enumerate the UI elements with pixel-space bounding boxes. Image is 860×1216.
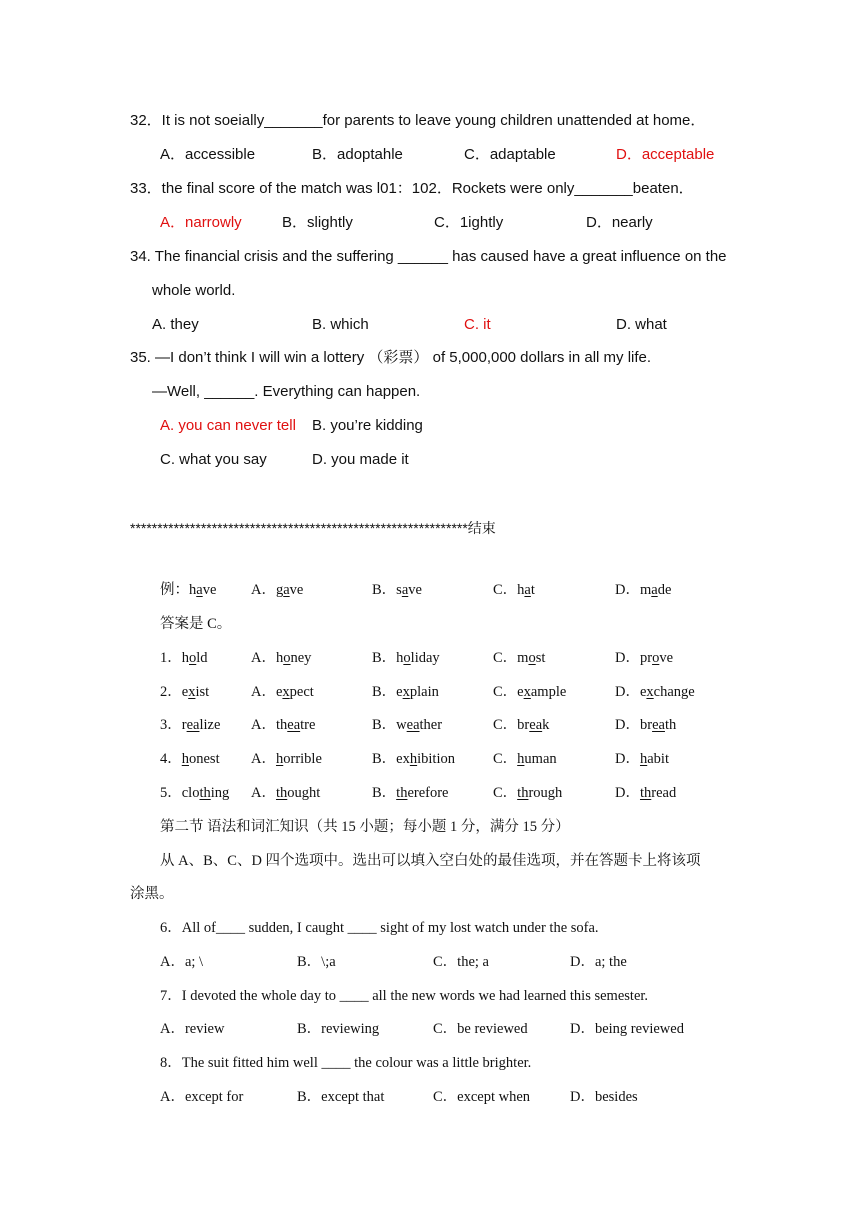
item-2-option-a: A．expect [251,684,314,700]
q35-stem-line2: —Well, ______. Everything can happen. [152,383,421,400]
item-2-option-d: D．exchange [615,684,695,700]
q35-option-b: B. you’re kidding [312,417,423,434]
q7-option-a: A．review [160,1021,225,1037]
item-3-option-d: D．breath [615,717,677,733]
example-option-c: C．hat [493,582,535,598]
item-4-option-c: C．human [493,751,557,767]
q32-option-d: D．acceptable [616,146,715,163]
q35-option-a: A. you can never tell [160,417,296,434]
q7-option-b: B．reviewing [297,1021,380,1037]
section2-instructions-line1: 从 A、B、C、D 四个选项中。选出可以填入空白处的最佳选项，并在答题卡上将该项 [160,853,701,869]
item-4-option-d: D．habit [615,751,669,767]
item-1-word: 1．hold [160,650,208,666]
item-1-option-c: C．most [493,650,546,666]
item-3-option-b: B．weather [372,717,443,733]
q7-option-d: D．being reviewed [570,1021,684,1037]
q7-stem: 7．I devoted the whole day to ____ all the new words we had learned this semester. [160,988,649,1004]
q34-option-b: B. which [312,316,369,333]
item-2-option-c: C．example [493,684,567,700]
q8-option-b: B．except that [297,1089,385,1105]
item-1-option-d: D．prove [615,650,674,666]
item-4-word: 4．honest [160,751,220,767]
item-5-option-d: D．thread [615,785,677,801]
item-3-option-c: C．break [493,717,550,733]
q34-option-a: A. they [152,316,199,333]
example-option-d: D．made [615,582,672,598]
q32-option-a: A．accessible [160,146,256,163]
end-marker: **************************************************************结束 [130,520,496,536]
q33-option-c: C．1ightly [434,214,504,231]
item-2-word: 2．exist [160,684,210,700]
item-3-option-a: A．theatre [251,717,316,733]
section2-heading: 第二节 语法和词汇知识（共 15 小题；每小题 1 分，满分 15 分） [160,819,570,835]
q35-stem-line1: 35. —I don’t think I will win a lottery （彩票） of 5,000,000 dollars in all my life. [130,349,652,366]
item-1-option-b: B．holiday [372,650,440,666]
q34-option-c: C. it [464,316,491,333]
q34-stem-line1: 34. The financial crisis and the suffering ______ has caused have a great influence on the [130,248,727,265]
q6-option-b: B．\;a [297,954,336,970]
item-5-option-a: A．thought [251,785,321,801]
q6-option-d: D．a; the [570,954,627,970]
item-1-option-a: A．honey [251,650,312,666]
item-5-option-c: C．through [493,785,563,801]
q32-option-b: B．adoptahle [312,146,403,163]
q33-option-d: D．nearly [586,214,653,231]
item-2-option-b: B．explain [372,684,439,700]
q35-option-c: C. what you say [160,451,267,468]
example-option-b: B．save [372,582,422,598]
item-3-word: 3．realize [160,717,221,733]
q6-option-a: A．a; \ [160,954,204,970]
q8-option-d: D．besides [570,1089,638,1105]
q7-option-c: C．be reviewed [433,1021,528,1037]
q33-stem: 33．the final score of the match was l01：102．Rockets were only_______beaten． [130,180,694,197]
q35-option-d: D. you made it [312,451,409,468]
q6-stem: 6．All of____ sudden, I caught ____ sight of my lost watch under the sofa. [160,920,599,936]
q8-stem: 8．The suit fitted him well ____ the colour was a little brighter. [160,1055,532,1071]
example-option-a: A．gave [251,582,304,598]
q8-option-c: C．except when [433,1089,531,1105]
item-5-option-b: B．therefore [372,785,449,801]
q32-option-c: C．adaptable [464,146,556,163]
q32-stem: 32．It is not soeially_______for parents to leave young children unattended at home． [130,112,706,129]
example-word: 例：have [160,582,217,598]
section2-instructions-line2: 涂黑。 [130,886,174,902]
q34-option-d: D. what [616,316,667,333]
q34-stem-line2: whole world. [152,282,236,299]
q33-option-b: B．slightly [282,214,353,231]
q6-option-c: C．the; a [433,954,489,970]
item-4-option-b: B．exhibition [372,751,455,767]
q8-option-a: A．except for [160,1089,244,1105]
item-4-option-a: A．horrible [251,751,322,767]
q33-option-a: A．narrowly [160,214,242,231]
item-5-word: 5．clothing [160,785,230,801]
example-answer: 答案是 C。 [160,616,232,632]
